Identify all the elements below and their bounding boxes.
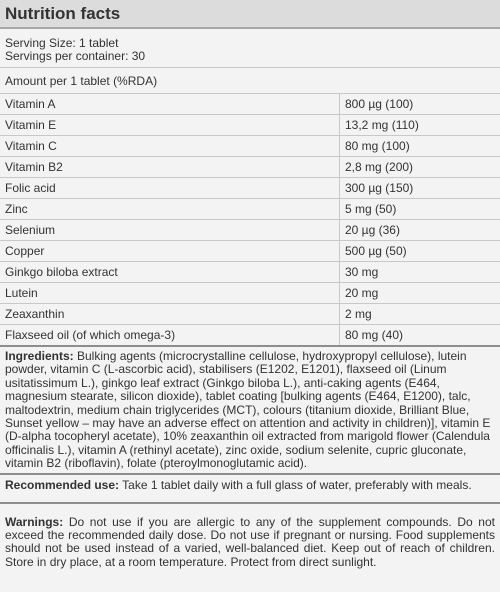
nutrient-value: 800 µg (100) (340, 94, 500, 115)
table-row (0, 304, 500, 325)
amount-header: Amount per 1 tablet (%RDA) (0, 68, 500, 94)
nutrient-value: 30 mg (340, 262, 500, 283)
nutrients-table (0, 94, 500, 347)
recommended-use-section (0, 475, 500, 504)
nutrient-value: 2 mg (340, 304, 500, 325)
ingredients-label: Ingredients: (5, 349, 74, 363)
serving-size: Serving Size: 1 tablet (5, 36, 119, 50)
table-row (0, 241, 500, 262)
table-row (0, 220, 500, 241)
warnings-section (0, 504, 500, 570)
nutrient-name: Ginkgo biloba extract (0, 262, 340, 283)
nutrient-name: Vitamin C (0, 136, 340, 157)
table-row (0, 325, 500, 347)
page-title: Nutrition facts (5, 4, 121, 23)
table-row (0, 262, 500, 283)
table-row (0, 283, 500, 304)
table-row (0, 178, 500, 199)
nutrient-name: Vitamin A (0, 94, 340, 115)
servings-per-container: Servings per container: 30 (5, 49, 146, 63)
nutrient-value: 80 mg (40) (340, 325, 500, 347)
recommended-use-text: Take 1 tablet daily with a full glass of water, preferably with meals. (119, 477, 472, 492)
recommended-use-label: Recommended use: (5, 477, 120, 492)
warnings-text: Do not use if you are allergic to any of the supplement compounds. Do not exceed the recommended daily dose. Do not use if pregnant or nursing. Food supplements should not be used instead of a varied, well-balanced diet. Keep out of reach of children. Store in dry place, at a room temperature. Protect from direct sunlight. (5, 514, 495, 569)
table-row (0, 94, 500, 115)
title-bar (0, 0, 500, 29)
table-row (0, 136, 500, 157)
nutrient-value: 80 mg (100) (340, 136, 500, 157)
ingredients-text: Bulking agents (microcrystalline cellulose, hydroxypropyl cellulose), lutein powder, vitamin C (L-ascorbic acid), stabilisers (E1202, E1201), flaxseed oil (Linum usitatissimum L.), ginkgo leaf extract (Ginkgo biloba L.), anti-caking agents (E464, magnesium stearate, silicon dioxide), tablet coating [bulking agents (E464, E1200), talc, maltodextrin, medium chain triglycerides (MCT), colours (titanium dioxide, Brilliant Blue, Sunset yellow – may have an adverse effect on attention and activity in children)], vitamin E (D-alpha tocopheryl acetate), 10% zeaxanthin oil extracted from marigold flower (Calendula officinalis L.), vitamin A (rethinyl acetate), zinc oxide, sodium selenite, cupric gluconate, vitamin B2 (riboflavin), folate (pteroylmonoglutamic acid). (5, 349, 491, 471)
nutrient-value: 300 µg (150) (340, 178, 500, 199)
nutrient-name: Lutein (0, 283, 340, 304)
ingredients-section (0, 347, 500, 475)
nutrient-value: 500 µg (50) (340, 241, 500, 262)
nutrient-value: 20 µg (36) (340, 220, 500, 241)
nutrient-value: 2,8 mg (200) (340, 157, 500, 178)
table-row (0, 157, 500, 178)
nutrient-name: Folic acid (0, 178, 340, 199)
serving-info (0, 29, 500, 68)
nutrient-value: 20 mg (340, 283, 500, 304)
nutrient-value: 13,2 mg (110) (340, 115, 500, 136)
warnings-label: Warnings: (5, 514, 64, 529)
table-row (0, 199, 500, 220)
table-row (0, 115, 500, 136)
nutrient-name: Zeaxanthin (0, 304, 340, 325)
nutrient-value: 5 mg (50) (340, 199, 500, 220)
nutrient-name: Zinc (0, 199, 340, 220)
nutrient-name: Vitamin B2 (0, 157, 340, 178)
nutrient-name: Vitamin E (0, 115, 340, 136)
nutrient-name: Selenium (0, 220, 340, 241)
nutrient-name: Copper (0, 241, 340, 262)
nutrient-name: Flaxseed oil (of which omega-3) (0, 325, 340, 347)
